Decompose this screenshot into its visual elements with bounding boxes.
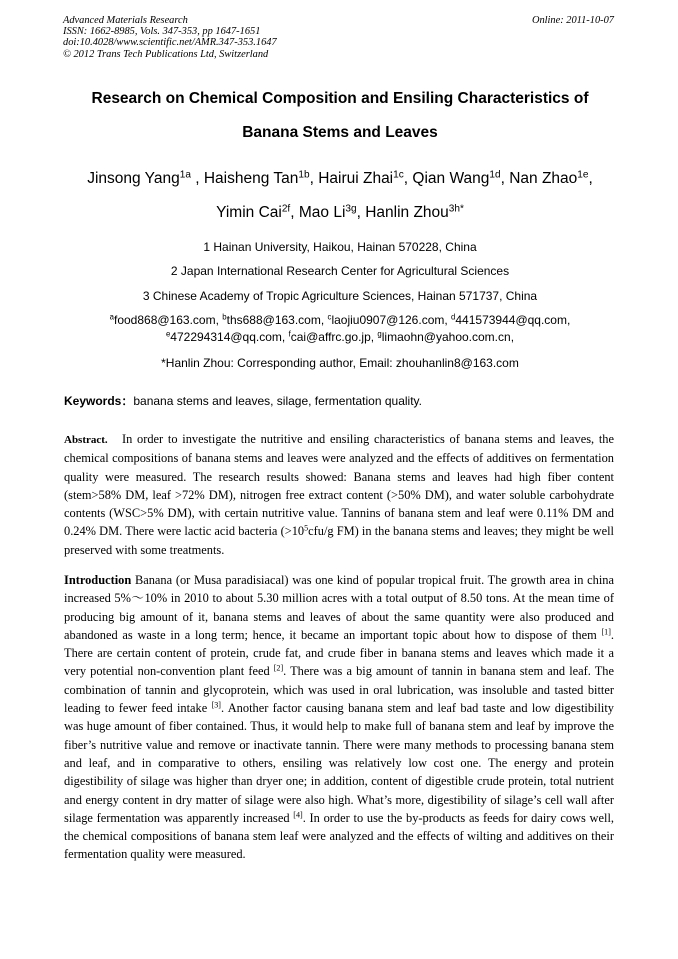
citation-ref: [1] bbox=[601, 627, 611, 637]
paper-title-line-1: Research on Chemical Composition and Ensiling Characteristics of bbox=[91, 90, 589, 107]
email-sup: f bbox=[288, 329, 291, 339]
issn-line: ISSN: 1662-8985, Vols. 347-353, pp 1647-1651 bbox=[63, 26, 261, 38]
affiliation-3: 3 Chinese Academy of Tropic Agriculture Sciences, Hainan 571737, China bbox=[142, 289, 538, 303]
doi-line: doi:10.4028/www.scientific.net/AMR.347-353.1647 bbox=[63, 37, 277, 49]
author-sup: 3g bbox=[345, 203, 357, 215]
author-sup: 3h* bbox=[448, 203, 464, 215]
journal-header bbox=[63, 15, 277, 60]
email-address: 472294314@qq.com bbox=[170, 330, 282, 344]
email-sup: c bbox=[327, 312, 332, 322]
author-list-line-1: Jinsong Yang$^{1a}$ , Haisheng Tan$^{1b}$, Hairui Zhai$^{1c}$, Qian Wang$^{1d}$, Nan Zhao$^{1e}$, bbox=[87, 169, 593, 187]
keywords-label: Keywords： bbox=[64, 394, 134, 408]
email-sup: d bbox=[451, 312, 456, 322]
intro-text: . There are certain content of protein, crude fat, and crude fiber in banana stems and leaves which made it a very potential non-convention plant feed bbox=[64, 627, 614, 679]
abstract-text-end: cfu/g FM) in the banana stems and leaves; they might be well preserved with some treatments. bbox=[64, 524, 615, 557]
exponent: 5 bbox=[304, 524, 309, 534]
intro-text: . In order to use the by-products as feeds for dairy cows well, the chemical compositions of banana stem leaf were analyzed and the effects of wilting and additives on their fermentation quality were measured. bbox=[64, 810, 614, 862]
citation-ref: [4] bbox=[293, 810, 303, 820]
email-address: cai@affrc.go.jp bbox=[290, 330, 371, 344]
keywords-line bbox=[64, 392, 422, 409]
intro-text: Banana (or Musa paradisiacal) was one kind of popular tropical fruit. The growth area in china increased 5%～10% in 2010 to about 5.30 million acres with a total output of 8.50 tons. At the mean time of producing big amount of it, banana stems and leaves of about the same quantity were also produced and abandoned as waste in a long term; hence, it became an important topic about how to dispose of them bbox=[64, 573, 614, 642]
online-date: Online: 2011-10-07 bbox=[531, 15, 614, 26]
email-address: 441573944@qq.com bbox=[455, 313, 567, 327]
author-name: Yimin Cai bbox=[216, 204, 282, 221]
author-name: Hanlin Zhou bbox=[365, 204, 449, 221]
email-address: food868@163.com bbox=[114, 313, 216, 327]
abstract-label: Abstract. bbox=[64, 434, 108, 446]
email-sup: a bbox=[109, 312, 114, 322]
author-sup: 1d bbox=[489, 169, 501, 181]
citation-ref: [3] bbox=[211, 700, 221, 710]
author-name: Jinsong Yang bbox=[87, 170, 180, 187]
keywords-text: banana stems and leaves, silage, fermentation quality. bbox=[133, 394, 422, 408]
abstract-paragraph bbox=[64, 430, 614, 559]
corresponding-author: *Hanlin Zhou: Corresponding author, Email: zhouhanlin8@163.com bbox=[161, 356, 519, 370]
author-sup: 1e bbox=[577, 169, 589, 181]
email-sup: g bbox=[377, 329, 382, 339]
paper-title-line-2: Banana Stems and Leaves bbox=[242, 124, 438, 141]
author-sup: 2f bbox=[281, 203, 291, 215]
citation-ref: [2] bbox=[273, 664, 284, 674]
email-address: limaohn@yahoo.com.cn bbox=[381, 330, 511, 344]
copyright-line: © 2012 Trans Tech Publications Ltd, Switzerland bbox=[63, 48, 269, 60]
abstract-text: In order to investigate the nutritive and ensiling characteristics of banana stems and leaves, the chemical compositions of banana stems and leaves were analyzed and the effects of additives on fermentation quality were measured. The research results showed: Banana stems and leaves had high fiber content (stem>58% DM, leaf >72% DM), nitrogen free extract content (>50% DM), and water soluble carbohydrate contents (WSC>5% DM), with certain nutritive value. Tannins of banana stem and leaf were 0.11% DM and 0.24% DM. There were lactic acid bacteria (>10 bbox=[64, 432, 614, 539]
author-sup: 1c bbox=[393, 169, 404, 181]
email-sup: e bbox=[165, 329, 171, 339]
author-name: Nan Zhao bbox=[509, 170, 578, 187]
author-name: Mao Li bbox=[298, 204, 346, 221]
author-name: Haisheng Tan bbox=[203, 170, 299, 187]
email-sup: b bbox=[222, 312, 227, 322]
affiliation-2: 2 Japan International Research Center for Agricultural Sciences bbox=[170, 264, 510, 278]
email-address: laojiu0907@126.com bbox=[331, 313, 445, 327]
email-line-2: $^e$472294314@qq.com, $^f$cai@affrc.go.jp, $^g$limaohn@yahoo.com.cn, bbox=[165, 329, 515, 344]
introduction-paragraph bbox=[64, 571, 614, 864]
author-name: Hairui Zhai bbox=[318, 170, 394, 187]
email-address: ths688@163.com bbox=[226, 313, 321, 327]
author-name: Qian Wang bbox=[412, 170, 490, 187]
author-sup: 1b bbox=[298, 169, 310, 181]
author-sup: 1a bbox=[179, 169, 191, 181]
email-line-1: $^a$food868@163.com, $^b$ths688@163.com, $^c$laojiu0907@126.com, $^d$441573944@qq.com, bbox=[109, 312, 571, 327]
intro-text: . There was a big amount of tannin in banana stem and leaf. The combination of tannin and glycoprotein, which was used in oral lubrication, was insoluble and tasted bitter leading to fewer feed intake bbox=[64, 664, 614, 716]
introduction-label: Introduction bbox=[64, 573, 132, 587]
journal-name: Advanced Materials Research bbox=[63, 15, 188, 26]
affiliation-1: 1 Hainan University, Haikou, Hainan 570228, China bbox=[203, 240, 477, 254]
author-list-line-2: Yimin Cai$^{2f}$, Mao $Li^{3g}$, Hanlin Zhou$^{3h*}$ bbox=[216, 203, 464, 221]
intro-text: . Another factor causing banana stem and leaf bad taste and low digestibility was huge amount of fiber contained. Thus, it would help to make full of banana stem and leaf by improve the fiber’s nutritive value and remove or inactivate tannin. There were many methods to processing banana stem and leaf, and in comparative to others, ensiling was relatively low cost one. The energy and protein digestibility of silage was higher than dryer one; in addition, content of digestible crude protein, total nutrient and energy content in dry matter of silage were also high. What’s more, digestibility of silage’s cell wall after silage fermentation was apparently increased bbox=[64, 701, 614, 825]
